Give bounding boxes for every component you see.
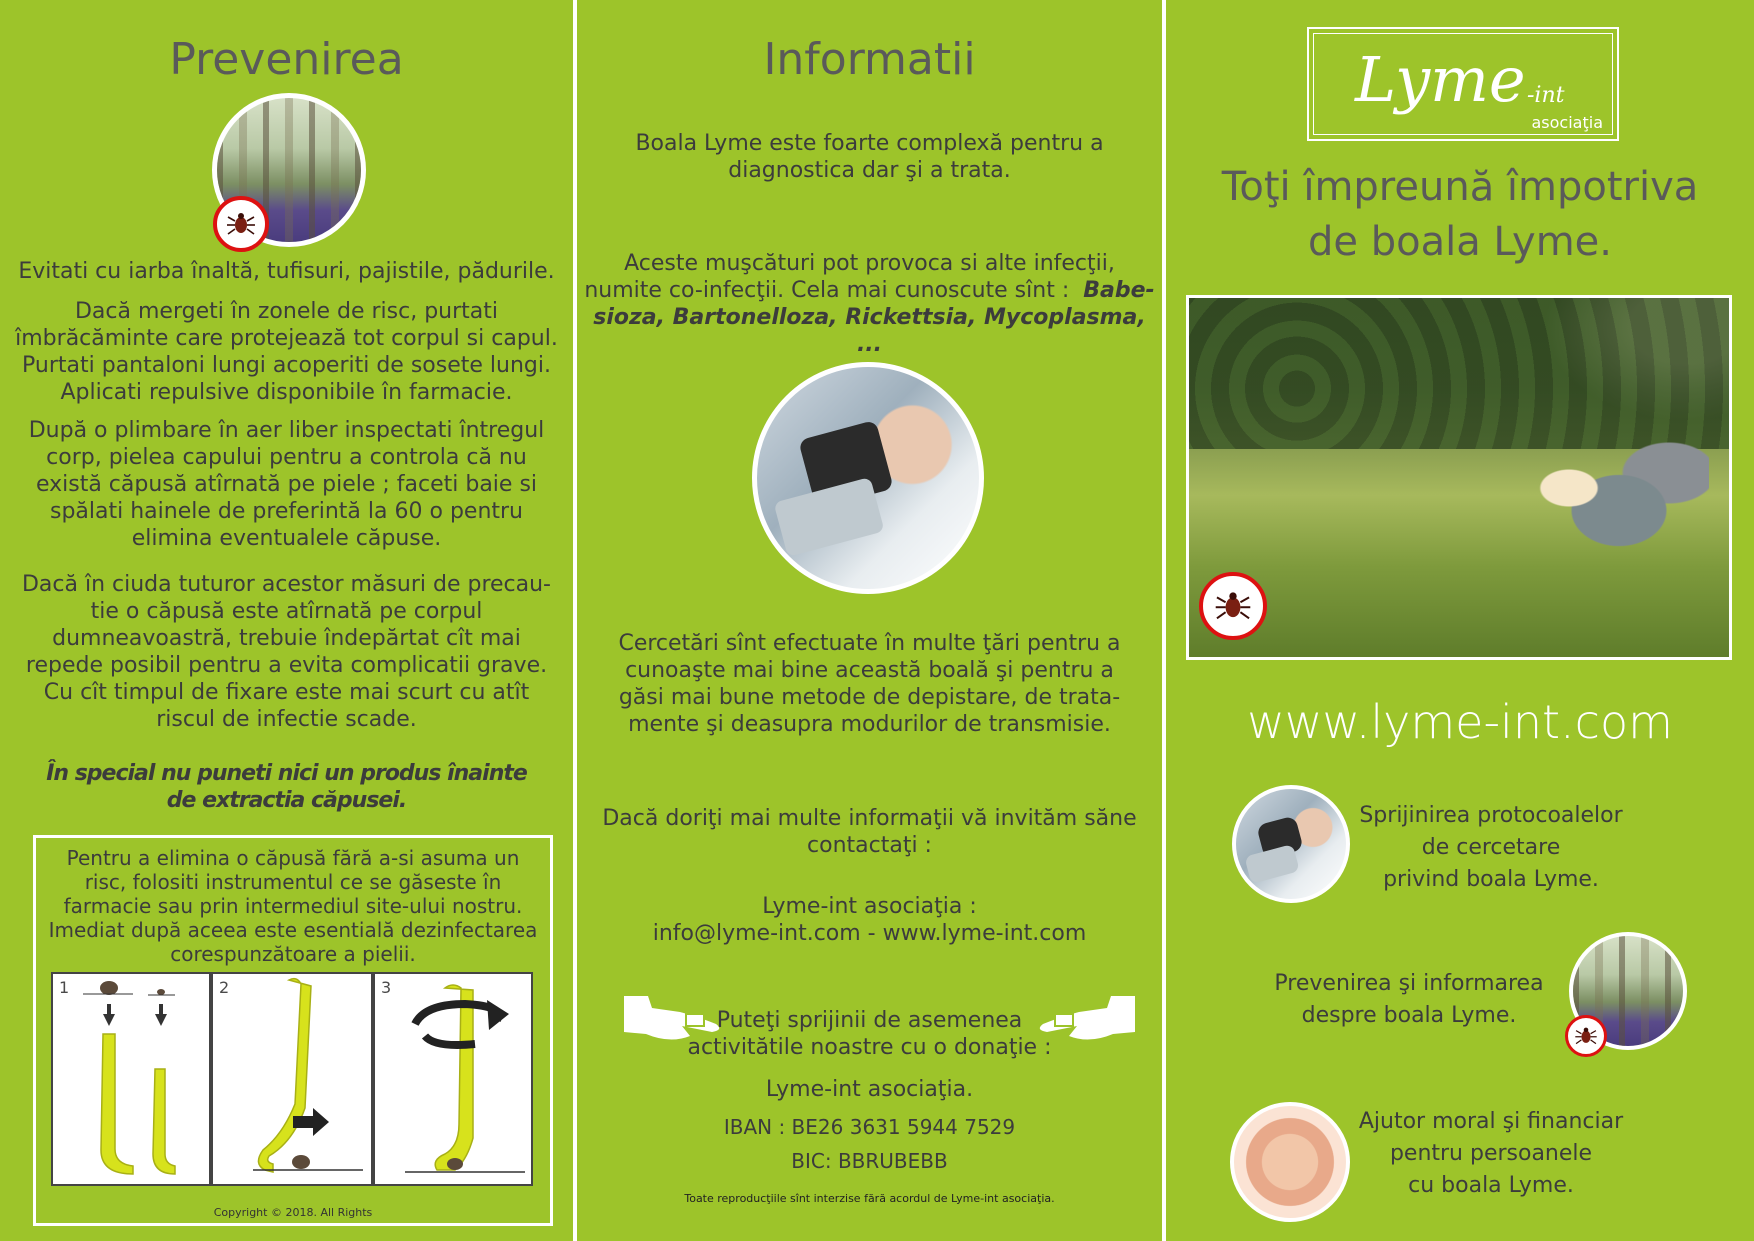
prevention-warning: În special nu puneti nici un produs înainte de extractia căpusei. bbox=[46, 761, 527, 813]
info-para-2: Aceste muşcături pot provoca si alte infecţii, numite co-infecţii. Cela mai cunoscute sînt : Babe- sioza, Bartonelloza, Rickettsia, Mycoplasma, ... bbox=[584, 251, 1155, 357]
copyright-note: Copyright © 2018. All Rights bbox=[213, 1206, 373, 1219]
logo-main: Lyme bbox=[1355, 43, 1526, 116]
tree-line bbox=[1189, 298, 1729, 449]
website-link[interactable]: www.lyme-int.com bbox=[1247, 695, 1673, 749]
information-title: Informatii bbox=[763, 34, 976, 85]
tick-tool-rotate-icon bbox=[375, 974, 535, 1184]
prevention-item-text: Prevenirea şi informarea despre boala Lyme. bbox=[1274, 971, 1544, 1028]
donation-text: Puteţi sprijinii de asemenea activitătile noastre cu o donaţie : bbox=[687, 1008, 1052, 1060]
prevention-panel bbox=[0, 0, 573, 1241]
tick-tool-small-icon bbox=[53, 974, 213, 1184]
support-item-text: Ajutor moral şi financiar pentru persoanele cu boala Lyme. bbox=[1358, 1109, 1624, 1198]
logo-int: -int bbox=[1527, 83, 1565, 108]
info-contact-intro: Dacă doriţi mai multe informaţii vă invităm săne contactaţi : bbox=[602, 806, 1137, 858]
donation-bic: BIC: BBRUBEBB bbox=[791, 1149, 948, 1173]
coinfection-list: sioza, Bartonelloza, Rickettsia, Mycoplasma, ... bbox=[593, 305, 1146, 357]
microscope-photo bbox=[752, 362, 984, 594]
tick-warning-icon bbox=[213, 196, 269, 252]
logo-sub: asociaţia bbox=[1531, 113, 1603, 132]
prevention-para-2: Dacă mergeti în zonele de risc, purtati îmbrăcăminte care protejează tot corpul si capul. Purtati pantaloni lungi acoperiti de sosete lungi. Aplicati repulsive disponibile în farmacie. bbox=[15, 299, 558, 405]
donation-iban: IBAN : BE26 3631 5944 7529 bbox=[723, 1115, 1016, 1139]
step-panel-2 bbox=[211, 972, 373, 1186]
donation-org: Lyme-int asociaţia. bbox=[765, 1077, 974, 1102]
step-number-3: 3 bbox=[381, 978, 392, 997]
prevention-title: Prevenirea bbox=[169, 34, 404, 85]
info-para-3: Cercetări sînt efectuate în multe ţări pentru a cunoaşte mai bine această boală şi pentru a găsi mai bune metode de depistare, de trata- mente şi deasupra modurilor de transmisie. bbox=[618, 631, 1121, 737]
family-meadow-photo bbox=[1186, 295, 1732, 660]
step-panel-3 bbox=[373, 972, 533, 1186]
tick-warning-small-icon bbox=[1565, 1015, 1607, 1057]
tool-instructions-box bbox=[33, 835, 553, 1226]
tool-instructions-text: Pentru a elimina o căpusă fără a-si asuma un risc, folositi instrumentul ce se găseste în farmacie sau prin intermediul site-ului nostru. Imediat după aceea este esentială dezinfectarea corespunzătoare a pielii. bbox=[48, 846, 538, 966]
tick-warning-icon bbox=[1199, 572, 1267, 640]
step-number-1: 1 bbox=[59, 978, 70, 997]
contact-links[interactable]: info@lyme-int.com - www.lyme-int.com bbox=[652, 921, 1087, 946]
step-number-2: 2 bbox=[219, 978, 230, 997]
slogan: Toţi împreună împotriva de boala Lyme. bbox=[1221, 164, 1699, 265]
research-item-text: Sprijinirea protocoalelor de cercetare privind boala Lyme. bbox=[1359, 803, 1623, 892]
coinfection-list-start: Babe- bbox=[1083, 278, 1155, 303]
prevention-para-1: Evitati cu iarba înaltă, tufisuri, pajistile, pădurile. bbox=[18, 259, 555, 284]
tick-tool-slide-icon bbox=[213, 974, 373, 1184]
step-panel-1 bbox=[51, 972, 211, 1186]
prevention-para-3: După o plimbare în aer liber inspectati întregul corp, pielea capului pentru a controla că nu există căpusă atîrnată pe piele ; faceti baie si spălati hainele de preferintă la 60 o pentru elimina eventualele căpuse. bbox=[28, 418, 545, 551]
info-para-1: Boala Lyme este foarte complexă pentru a diagnostica dar şi a trata. bbox=[635, 131, 1104, 183]
information-panel bbox=[577, 0, 1162, 1241]
reproduction-footer: Toate reproducţiile sînt interzise fără acordul de Lyme-int asociaţia. bbox=[684, 1192, 1055, 1205]
family-figures bbox=[1509, 428, 1709, 578]
logo bbox=[1307, 27, 1619, 141]
cover-panel bbox=[1166, 0, 1754, 1241]
prevention-para-4: Dacă în ciuda tuturor acestor măsuri de precau- tie o căpusă este atîrnată pe corpul dumneavoastră, trebuie îndepărtat cît mai repede posibil pentru a evita complicatii grave. Cu cît timpul de fixare este mai scurt cu atît riscul de infectie scade. bbox=[21, 572, 551, 732]
info-contact: Lyme-int asociaţia : info@lyme-int.com - www.lyme-int.com bbox=[577, 893, 1162, 947]
